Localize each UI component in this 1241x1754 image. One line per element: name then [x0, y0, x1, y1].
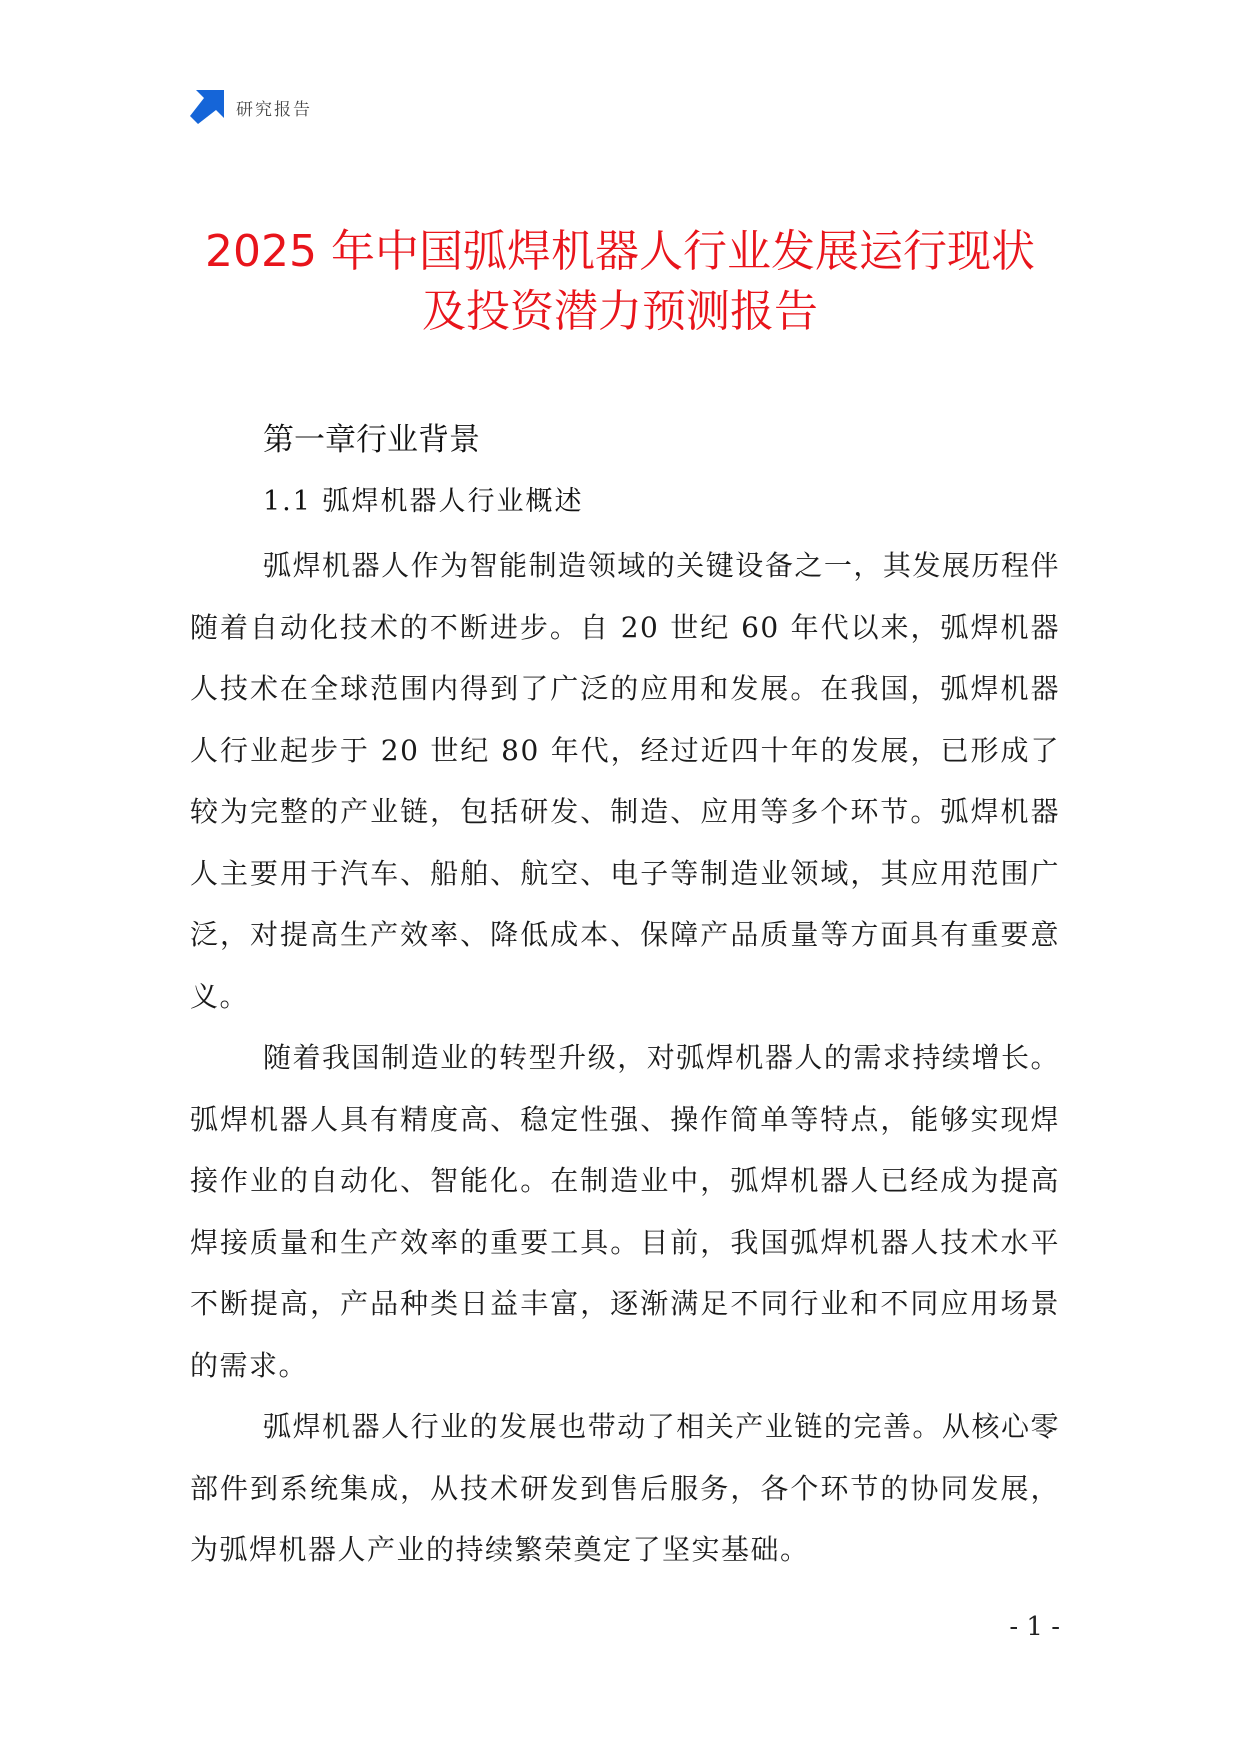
paragraph-1: 弧焊机器人作为智能制造领域的关键设备之一，其发展历程伴随着自动化技术的不断进步。自 20 世纪 60 年代以来，弧焊机器人技术在全球范围内得到了广泛的应用和发展。在我国，弧焊机器人行业起步于 20 世纪 80 年代，经过近四十年的发展，已形成了较为完整的产业链，包括研发、制造、应用等多个环节。弧焊机器人主要用于汽车、船舶、航空、电子等制造业领域，其应用范围广泛，对提高生产效率、降低成本、保障产品质量等方面具有重要意义。 — [190, 549, 1060, 1013]
report-title — [180, 222, 1060, 342]
report-header — [190, 90, 312, 124]
section-heading: 1.1 弧焊机器人行业概述 — [263, 486, 584, 517]
paragraph-2: 随着我国制造业的转型升级，对弧焊机器人的需求持续增长。弧焊机器人具有精度高、稳定性强、操作简单等特点，能够实现焊接作业的自动化、智能化。在制造业中，弧焊机器人已经成为提高焊接质量和生产效率的重要工具。目前，我国弧焊机器人技术水平不断提高，产品种类日益丰富，逐渐满足不同行业和不同应用场景的需求。 — [190, 1041, 1060, 1382]
chapter-heading: 第一章行业背景 — [263, 422, 480, 458]
body-text — [190, 535, 1060, 1581]
title-line-2: 及投资潜力预测报告 — [422, 286, 818, 337]
title-line-1: 2025 年中国弧焊机器人行业发展运行现状 — [205, 226, 1035, 277]
header-label: 研究报告 — [236, 99, 312, 120]
page-number: - 1 - — [1009, 1612, 1060, 1642]
arrow-up-right-icon — [190, 90, 224, 124]
paragraph-3: 弧焊机器人行业的发展也带动了相关产业链的完善。从核心零部件到系统集成，从技术研发到售后服务，各个环节的协同发展，为弧焊机器人产业的持续繁荣奠定了坚实基础。 — [190, 1410, 1060, 1566]
